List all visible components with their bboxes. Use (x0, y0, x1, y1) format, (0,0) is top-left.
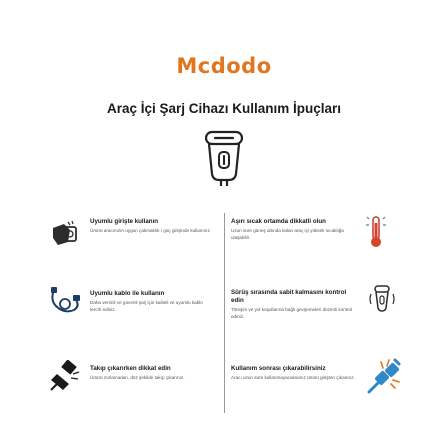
tip-title: Aşırı sıcak ortamda dikkatli olun (231, 218, 326, 225)
usb-cable-icon (48, 286, 82, 320)
tip-desc: Ürünü zorlamadan, düz şekilde takıp çıkarınız. (90, 375, 185, 380)
tip-stable-while-driving (231, 289, 359, 320)
brand-logo: Mcdodo (176, 54, 272, 78)
tip-compatible-cable (90, 290, 214, 313)
tip-title: Sürüş sırasında sabit kalmasını kontrol edin (231, 289, 347, 304)
hot-thermometer-icon (364, 213, 388, 249)
tip-desc: Aracı uzun süre kullanmayacaksanız ürünü girişten çıkarınız. (231, 375, 355, 380)
page-title: Araç İçi Şarj Cihazı Kullanım İpuçları (106, 101, 342, 116)
unplug-icon (365, 356, 403, 398)
tip-desc: Titreşim ve yol koşullarına bağlı gevşemeleri düzenli kontrol ediniz. (231, 307, 353, 319)
tip-desc: Uzun süre güneş altında kalan araç içi yüksek sıcaklığa ulaşabilir. (231, 228, 344, 240)
plug-insert-icon (47, 360, 83, 394)
tip-title: Kullanım sonrası çıkarabilirsiniz (231, 365, 326, 372)
column-divider (224, 213, 225, 413)
tip-hot-environment (231, 218, 361, 241)
tip-title: Uyumlu kablo ile kullanın (90, 290, 165, 297)
tip-desc: Ürünü aracınızın uygun çakmaklık / güç girişinde kullanınız. (90, 228, 212, 233)
tip-careful-plugging (90, 365, 214, 382)
tip-title: Uyumlu girişte kullanın (90, 218, 159, 225)
charger-vibration-icon (369, 284, 395, 316)
car-charger-icon (199, 130, 249, 188)
tip-title: Takıp çıkarırken dikkat edin (90, 365, 171, 372)
tip-desc: Daha verimli ve güvenli şarj için kaliteli ve uyumlu kablo tercih ediniz. (90, 300, 203, 312)
tip-compatible-input (90, 218, 214, 235)
car-charger-socket-icon (50, 218, 80, 248)
tip-unplug-after-use (231, 365, 361, 382)
